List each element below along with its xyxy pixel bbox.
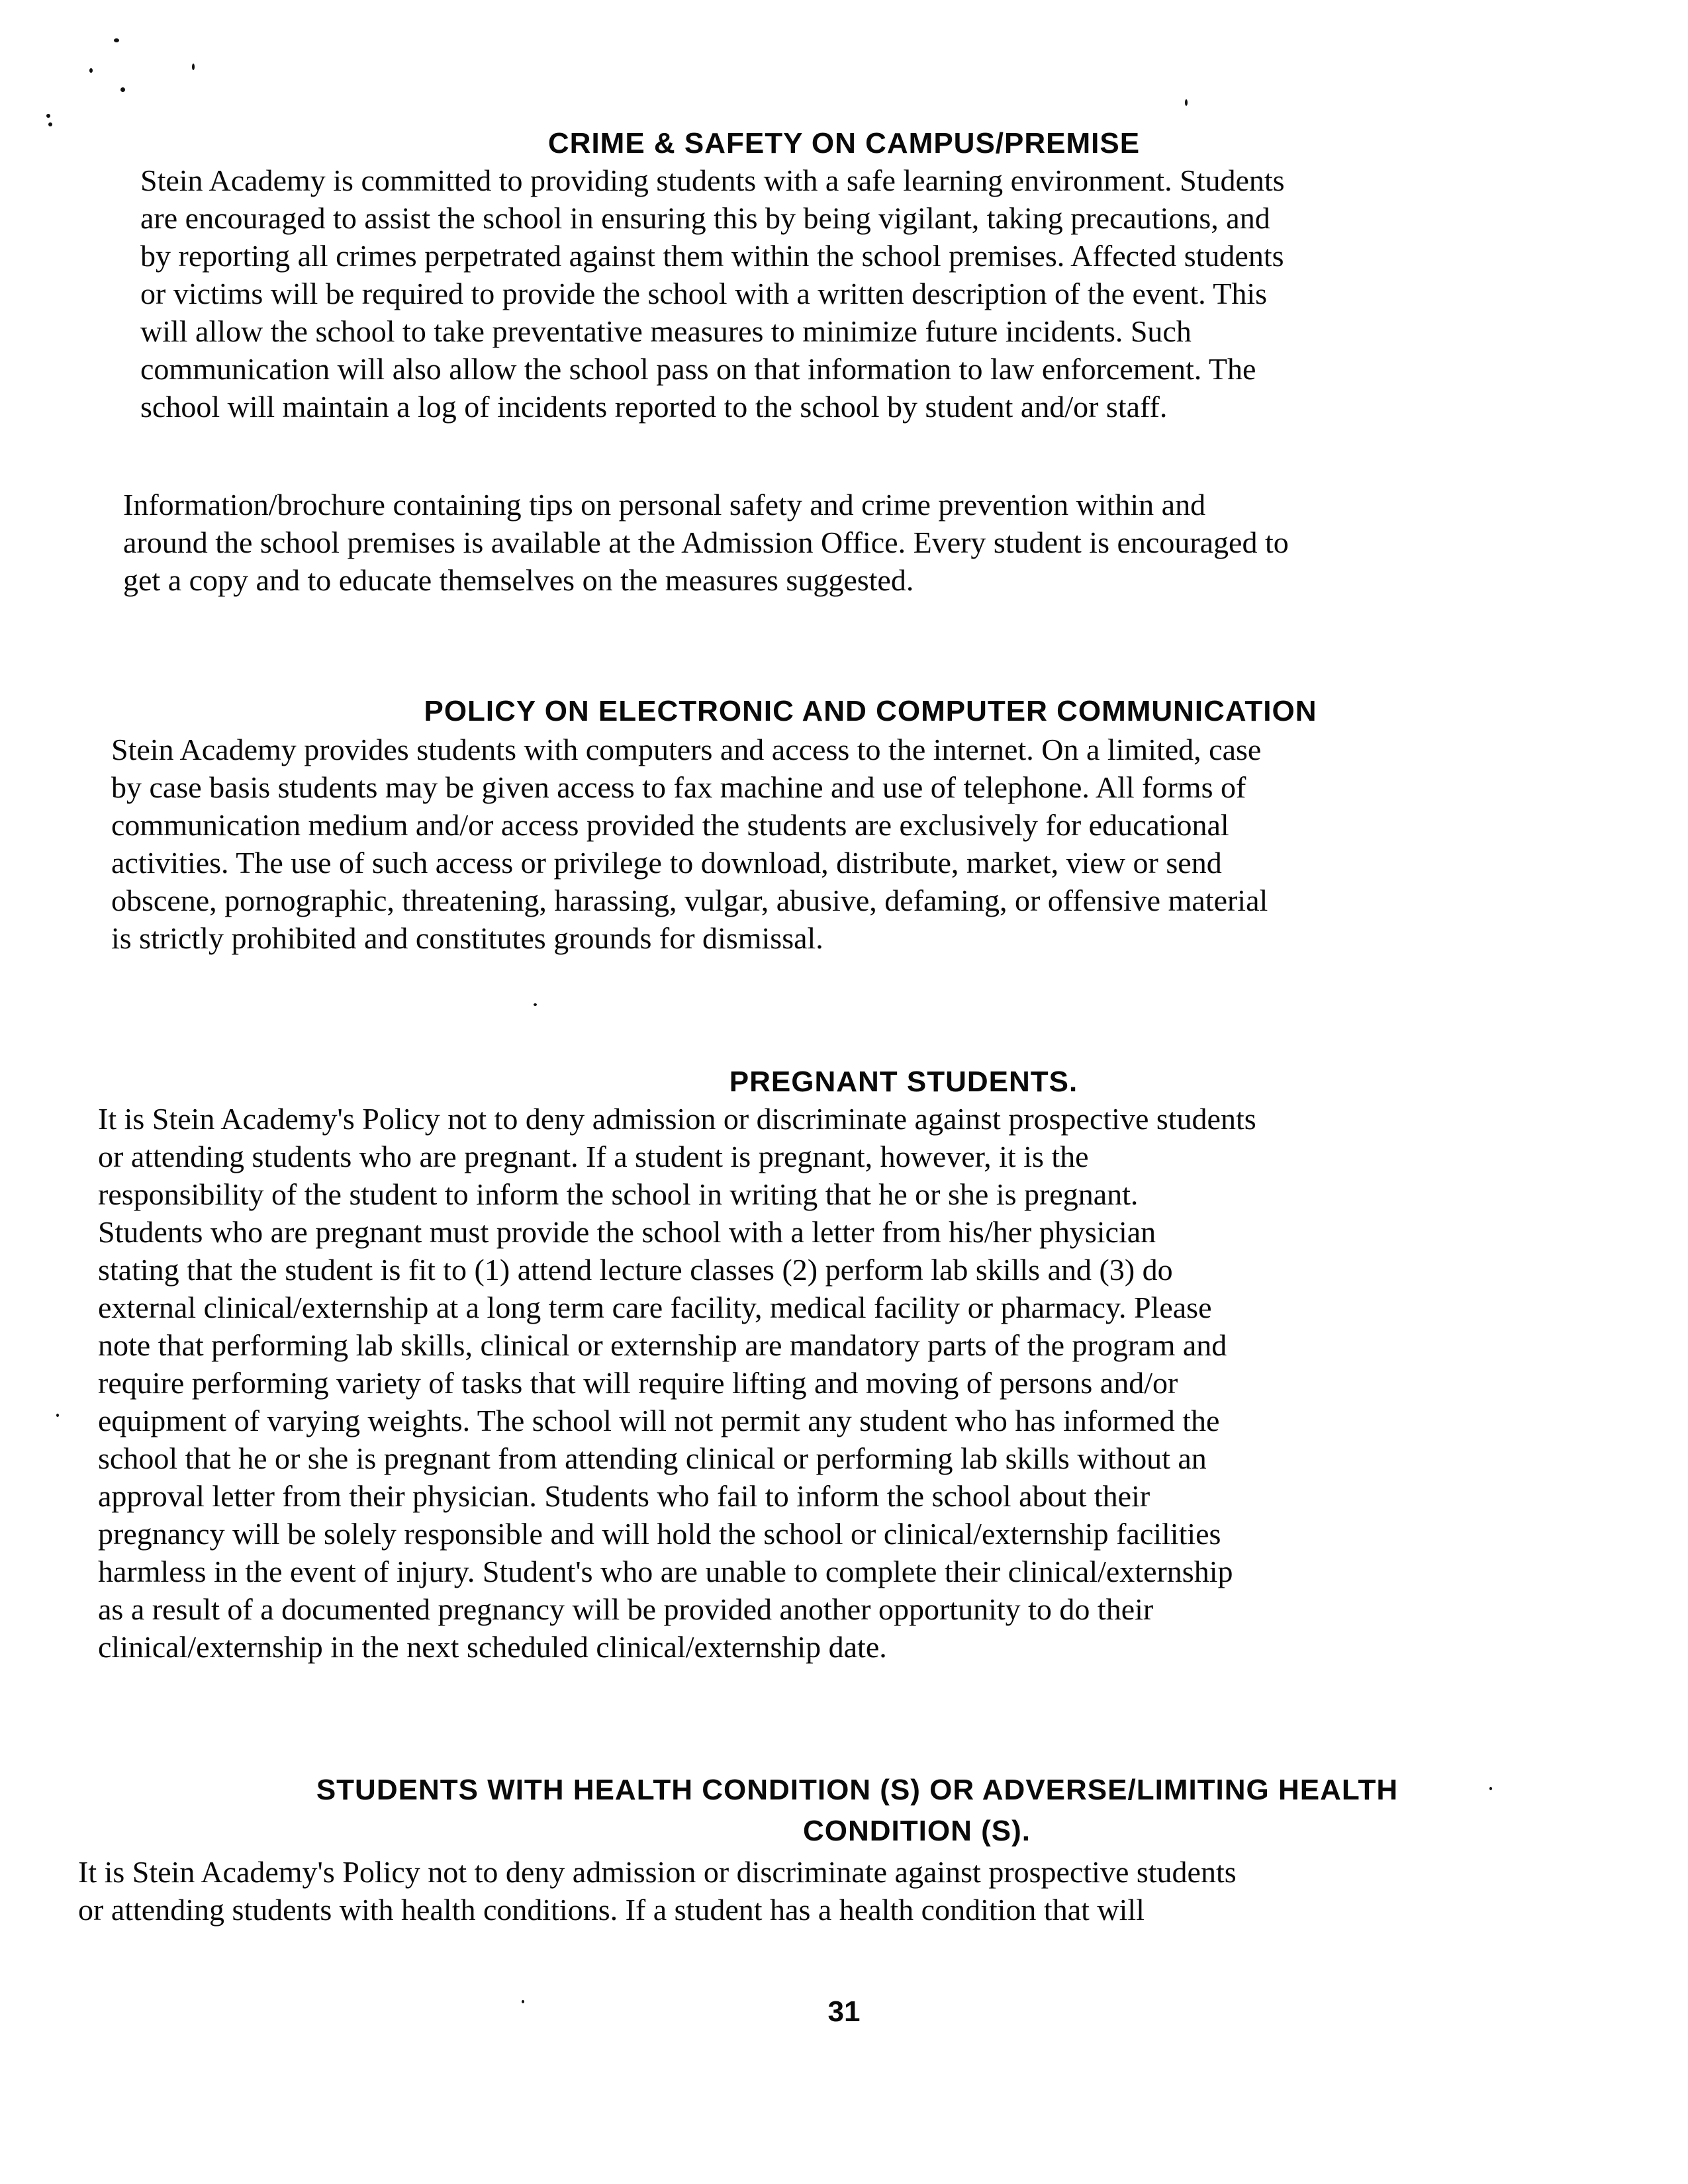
paragraph-electronic-communication <box>111 731 1268 957</box>
text-line: Students who are pregnant must provide the school with a letter from his/her physician <box>98 1215 1156 1249</box>
section-heading-electronic-communication: POLICY ON ELECTRONIC AND COMPUTER COMMUNICATION <box>424 695 1317 727</box>
page-number: 31 <box>827 1995 861 2028</box>
text-line: equipment of varying weights. The school will not permit any student who has informed the <box>98 1404 1220 1437</box>
text-line: around the school premises is available at the Admission Office. Every student is encouraged to <box>123 525 1289 559</box>
scan-speck <box>48 122 52 126</box>
section-heading-health-conditions-line2: CONDITION (S). <box>803 1815 1031 1847</box>
paragraph-health-conditions <box>78 1853 1237 1929</box>
text-line: communication will also allow the school pass on that information to law enforcement. The <box>140 352 1256 386</box>
text-line: as a result of a documented pregnancy will be provided another opportunity to do their <box>98 1592 1154 1626</box>
text-line: require performing variety of tasks that will require lifting and moving of persons and/or <box>98 1366 1178 1400</box>
scan-speck <box>89 68 93 73</box>
scan-speck <box>192 64 195 70</box>
section-heading-pregnant-students: PREGNANT STUDENTS. <box>729 1066 1078 1098</box>
scan-speck <box>1185 99 1188 106</box>
text-line: obscene, pornographic, threatening, harassing, vulgar, abusive, defaming, or offensive material <box>111 884 1268 917</box>
text-line: Information/brochure containing tips on personal safety and crime prevention within and <box>123 488 1206 522</box>
text-line: or attending students who are pregnant. If a student is pregnant, however, it is the <box>98 1140 1089 1173</box>
scan-speck <box>120 87 125 92</box>
text-line: are encouraged to assist the school in ensuring this by being vigilant, taking precautions, and <box>140 201 1270 235</box>
section-heading-crime-safety: CRIME & SAFETY ON CAMPUS/PREMISE <box>547 127 1141 159</box>
text-line: stating that the student is fit to (1) attend lecture classes (2) perform lab skills and (3) do <box>98 1253 1173 1287</box>
text-line: communication medium and/or access provided the students are exclusively for educational <box>111 808 1229 842</box>
scan-speck <box>1489 1787 1492 1790</box>
text-line: school will maintain a log of incidents reported to the school by student and/or staff. <box>140 390 1168 424</box>
scan-speck <box>522 2000 524 2003</box>
paragraph-crime-safety-2 <box>123 486 1289 599</box>
text-line: Stein Academy provides students with computers and access to the internet. On a limited, case <box>111 733 1262 766</box>
text-line: clinical/externship in the next scheduled clinical/externship date. <box>98 1630 887 1664</box>
text-line: note that performing lab skills, clinical or externship are mandatory parts of the program and <box>98 1328 1227 1362</box>
scan-speck <box>114 38 119 42</box>
text-line: school that he or she is pregnant from attending clinical or performing lab skills without an <box>98 1441 1207 1475</box>
text-line: pregnancy will be solely responsible and will hold the school or clinical/externship facilities <box>98 1517 1221 1551</box>
text-line: external clinical/externship at a long term care facility, medical facility or pharmacy. Please <box>98 1291 1212 1324</box>
text-line: It is Stein Academy's Policy not to deny admission or discriminate against prospective students <box>98 1102 1256 1136</box>
paragraph-pregnant-students <box>98 1100 1256 1666</box>
scan-speck <box>534 1003 537 1006</box>
text-line: will allow the school to take preventative measures to minimize future incidents. Such <box>140 314 1192 348</box>
text-line: approval letter from their physician. Students who fail to inform the school about their <box>98 1479 1150 1513</box>
text-line: or victims will be required to provide the school with a written description of the event. This <box>140 277 1268 310</box>
text-line: responsibility of the student to inform the school in writing that he or she is pregnant. <box>98 1177 1139 1211</box>
text-line: harmless in the event of injury. Student's who are unable to complete their clinical/externship <box>98 1555 1233 1588</box>
text-line: by reporting all crimes perpetrated against them within the school premises. Affected students <box>140 239 1284 273</box>
text-line: activities. The use of such access or privilege to download, distribute, market, view or send <box>111 846 1222 880</box>
text-line: get a copy and to educate themselves on the measures suggested. <box>123 563 914 597</box>
text-line: It is Stein Academy's Policy not to deny admission or discriminate against prospective students <box>78 1855 1237 1889</box>
text-line: Stein Academy is committed to providing students with a safe learning environment. Students <box>140 163 1285 197</box>
text-line: is strictly prohibited and constitutes grounds for dismissal. <box>111 921 823 955</box>
paragraph-crime-safety-1 <box>140 161 1285 426</box>
section-heading-health-conditions-line1: STUDENTS WITH HEALTH CONDITION (S) OR ADVERSE/LIMITING HEALTH <box>316 1774 1399 1806</box>
text-line: or attending students with health conditions. If a student has a health condition that will <box>78 1893 1145 1927</box>
scan-speck <box>56 1414 59 1417</box>
text-line: by case basis students may be given access to fax machine and use of telephone. All forms of <box>111 770 1246 804</box>
scan-speck <box>46 114 50 118</box>
